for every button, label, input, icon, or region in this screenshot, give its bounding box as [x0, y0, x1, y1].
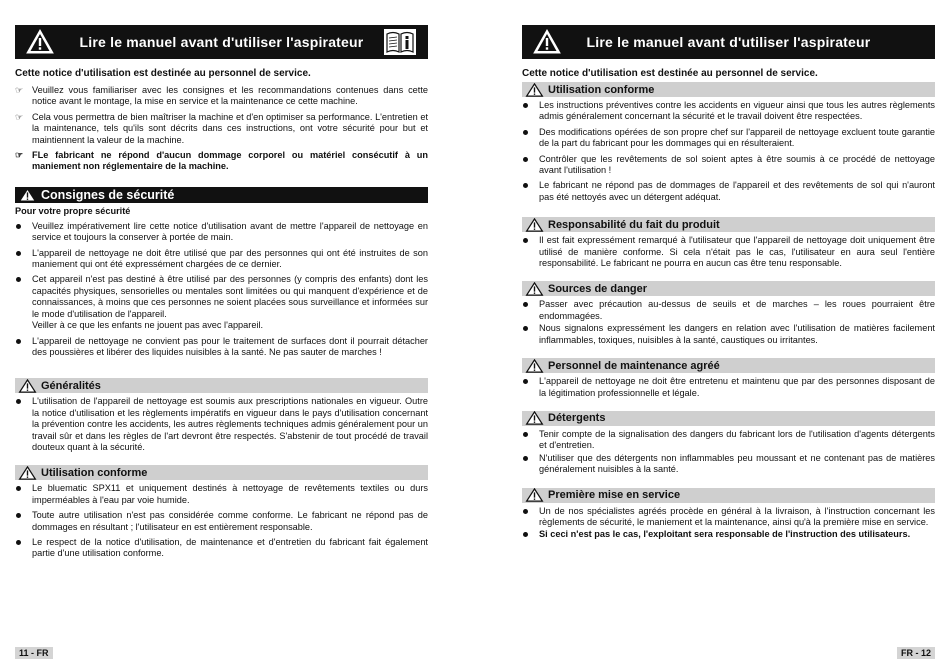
premiere-list: [522, 506, 935, 541]
bullet-icon: [523, 103, 528, 108]
bullet-icon: [16, 540, 21, 545]
bullet-icon: [523, 532, 528, 537]
bullet-icon: [523, 456, 528, 461]
banner: [522, 25, 935, 59]
bullet-icon: [523, 130, 528, 135]
warning-icon: [525, 359, 544, 373]
bullet-icon: [523, 238, 528, 243]
pointing-hand-icon: ☞: [15, 150, 24, 161]
list-item: ☞ Cela vous permettra de bien maîtriser la machine et d'en optimiser sa performance. L'entretien et la maintenance, tels qu'ils sont décrits dans ces instructions, ont votre sécurité pour but et maintiennent la valeur de la machine.: [15, 111, 428, 145]
warning-icon: [18, 466, 37, 480]
bullet-icon: [523, 302, 528, 307]
warning-icon: [525, 488, 544, 502]
list-item: Cet appareil n'est pas destiné à être utilisé par des personnes (y compris des enfants) dont les capacités physiques, sensorielles ou mentales sont limitées ou qui manquent d'expérience et de connaissances, à moins que ces personnes ne soient placées sous surveillance et informées sur le mode d'utilisation de l'appareil.: [15, 274, 428, 320]
list-item: Le respect de la notice d'utilisation, de maintenance et d'entretien du fabricant fait également partie d'une utilisation conforme.: [15, 537, 428, 560]
page-number-right: FR - 12: [897, 647, 935, 659]
section-header-utilisation: Utilisation conforme: [15, 465, 428, 480]
section-header-utilisation: Utilisation conforme: [522, 82, 935, 97]
pointing-hand-icon: ☞: [15, 85, 24, 95]
utilisation-list: [522, 100, 935, 203]
sources-list: [522, 299, 935, 346]
bullet-icon: [523, 183, 528, 188]
utilisation-list: [15, 483, 428, 559]
list-item: Si ceci n'est pas le cas, l'exploitant sera responsable de l'instruction des utilisateurs.: [522, 529, 935, 540]
warning-icon: [525, 411, 544, 425]
banner: [15, 25, 428, 59]
banner-title: Lire le manuel avant d'utiliser l'aspirateur: [79, 34, 364, 50]
list-item: Des modifications opérées de son propre chef sur l'appareil de nettoyage excluent toute garantie de la part du fabricant pour les dommages qui en résulteraient.: [522, 127, 935, 150]
section-header-generalites: Généralités: [15, 378, 428, 393]
list-item: Nous signalons expressément les dangers en relation avec l'utilisation de matières facilement inflammables, toxiques, nuisibles à la santé, caustiques ou irritantes.: [522, 323, 935, 346]
section-header-premiere: Première mise en service: [522, 488, 935, 503]
warning-icon: [525, 83, 544, 97]
list-item: Il est fait expressément remarqué à l'utilisateur que l'appareil de nettoyage doit uniquement être utilisé de manière conforme. Si cela n'était pas le cas, l'utilisateur en aura seul l'entière responsabilité. Le fabricant ne pourra en aucun cas être tenu responsable.: [522, 235, 935, 269]
section-header-sources: Sources de danger: [522, 281, 935, 296]
left-page: [15, 25, 428, 564]
bullet-icon: [523, 326, 528, 331]
right-page: [522, 25, 935, 545]
section-header-personnel: Personnel de maintenance agréé: [522, 358, 935, 373]
bullet-icon: [16, 277, 21, 282]
warning-icon: [532, 28, 562, 55]
bullet-icon: [16, 251, 21, 256]
list-item: Contrôler que les revêtements de sol soient aptes à être soumis à ce procédé de nettoyage avant l'utilisation !: [522, 154, 935, 177]
list-item: N'utiliser que des détergents non inflammables peu moussant et ne contenant pas de matières généralement nuisibles à la santé.: [522, 453, 935, 476]
personnel-list: [522, 376, 935, 399]
section-subtitle: Pour votre propre sécurité: [15, 205, 131, 216]
detergents-list: [522, 429, 935, 476]
list-item: L'utilisation de l'appareil de nettoyage est soumis aux prescriptions nationales en vigueur. Outre la notice d'utilisation et les règlements impératifs en vigueur dans le pays d'utilisation concernant la prévention contre les accidents, les autres règlements techniques admis généralement pour un travail sûr et dans les règles de l'art devront être respectés. S'abstenir de tout procédé de travail douteux quant à la sécurité.: [15, 396, 428, 453]
list-item: Tenir compte de la signalisation des dangers du fabricant lors de l'utilisation d'agents détergents et d'entretien.: [522, 429, 935, 452]
list-item: Passer avec précaution au-dessus de seuils et de marches – les roues pourraient être endommagées.: [522, 299, 935, 322]
page-number-left: 11 - FR: [15, 647, 53, 659]
bullet-icon: [16, 339, 21, 344]
bullet-icon: [523, 379, 528, 384]
list-item: Un de nos spécialistes agréés procède en général à la livraison, à l'instruction concernant les règlements de sécurité, le maniement et la maintenance, ainsi qu'à la première mise en service.: [522, 506, 935, 529]
bullet-icon: [16, 513, 21, 518]
list-item: L'appareil de nettoyage ne doit être entretenu et maintenu que par des personnes disposant de la légitimation professionnelle et légale.: [522, 376, 935, 399]
warning-icon: [18, 379, 37, 393]
section-header-responsabilite: Responsabilité du fait du produit: [522, 217, 935, 232]
bullet-icon: [523, 432, 528, 437]
section-header-detergents: Détergents: [522, 411, 935, 426]
list-item: L'appareil de nettoyage ne convient pas pour le traitement de surfaces dont il pourrait détacher des poussières et libérer des liquides nuisibles à la santé. Ne pas sauter de marches !: [15, 336, 428, 359]
consignes-list: [15, 221, 428, 358]
pointing-hand-icon: ☞: [15, 111, 24, 122]
list-item-continued: Veiller à ce que les enfants ne jouent pas avec l'appareil.: [32, 320, 264, 331]
warning-icon: [525, 282, 544, 296]
list-item: Les instructions préventives contre les accidents en vigueur ainsi que tous les autres règlements admis généralement concernant la sécurité et le travail doivent être respectées.: [522, 100, 935, 123]
section-header-consignes: Consignes de sécurité: [15, 187, 428, 203]
list-item: Le fabricant ne répond pas de dommages de l'appareil et des revêtements de sol qui n'auront pas été nettoyés avec un détergent adéquat.: [522, 180, 935, 203]
bullet-icon: [523, 157, 528, 162]
list-item: Veuillez impérativement lire cette notice d'utilisation avant de mettre l'appareil de nettoyage en service et toujours la conserver à portée de main.: [15, 221, 428, 244]
list-item: Le bluematic SPX11 et uniquement destinés à nettoyage de revêtements textiles ou durs imperméables à l'eau par voie humide.: [15, 483, 428, 506]
warning-icon: [18, 188, 37, 202]
bullet-icon: [16, 399, 21, 404]
list-item: ☞ Veuillez vous familiariser avec les consignes et les recommandations contenues dans cette notice avant le montage, la mise en service et la maintenance ce cette machine.: [15, 85, 428, 107]
warning-icon: [25, 28, 55, 55]
manual-book-icon: [384, 29, 416, 55]
banner-title: Lire le manuel avant d'utiliser l'aspirateur: [586, 34, 871, 50]
bullet-icon: [523, 509, 528, 514]
generalites-list: [15, 396, 428, 453]
list-item: ☞ FLe fabricant ne répond d'aucun dommage corporel ou matériel consécutif à un maniement non réglementaire de la machine.: [15, 150, 428, 172]
bullet-icon: [16, 224, 21, 229]
intro-list: [15, 85, 428, 173]
list-item: L'appareil de nettoyage ne doit être utilisé que par des personnes qui ont été instruites de son maniement qui ont été expressément chargées de ce dernier.: [15, 248, 428, 271]
list-item: Toute autre utilisation n'est pas considérée comme conforme. Le fabricant ne répond pas de dommages en résultant ; l'utilisateur en est entièrement responsable.: [15, 510, 428, 533]
lead-text: Cette notice d'utilisation est destinée au personnel de service.: [15, 68, 311, 79]
bullet-icon: [16, 486, 21, 491]
warning-icon: [525, 218, 544, 232]
lead-text: Cette notice d'utilisation est destinée au personnel de service.: [522, 68, 818, 79]
responsabilite-list: [522, 235, 935, 269]
